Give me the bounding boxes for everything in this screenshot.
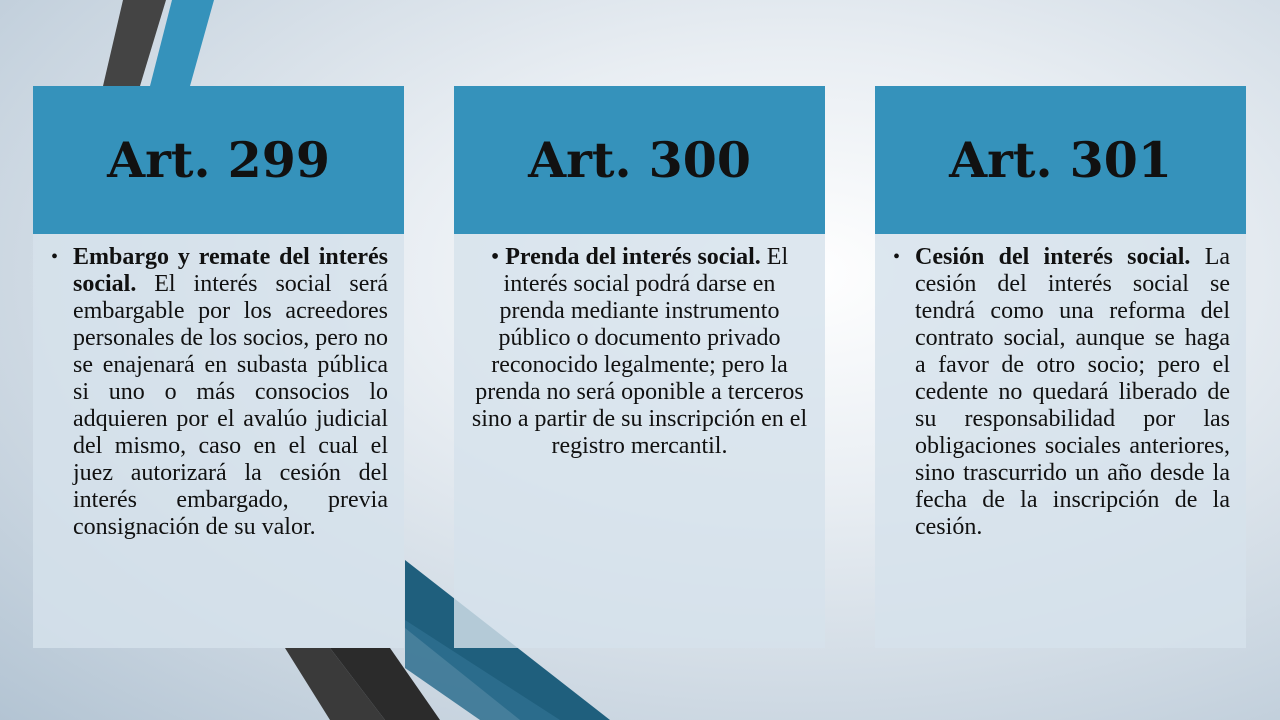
article-299-header bbox=[33, 86, 404, 234]
article-301-title: Art. 301 bbox=[949, 131, 1172, 189]
article-299-card bbox=[33, 86, 404, 648]
article-301-text bbox=[915, 244, 1230, 541]
article-299-description: El interés social será embargable por los acreedores personales de los socios, pero no se enajenará en subasta pública si uno o más consocios lo adquieren por el avalúo judicial del mismo, caso en el cual el juez autorizará la cesión del interés embargado, previa consignación de su valor. bbox=[73, 271, 388, 540]
article-300-header bbox=[454, 86, 825, 234]
bullet-item bbox=[49, 244, 388, 541]
article-300-description: El interés social podrá darse en prenda mediante instrumento público o documento privado reconocido legalmente; pero la prenda no será oponible a terceros sino a partir de su inscripción en el registro mercantil. bbox=[471, 244, 808, 459]
article-299-body bbox=[33, 234, 404, 648]
article-299-text bbox=[73, 244, 388, 541]
article-301-description: La cesión del interés social se tendrá como una reforma del contrato social, aunque se haga a favor de otro socio; pero el cedente no quedará liberado de su responsabilidad por las obligaciones sociales anteriores, sino trascurrido un año desde la fecha de la inscripción de la cesión. bbox=[915, 244, 1231, 540]
article-300-term: Prenda del interés social. bbox=[505, 244, 761, 270]
bullet-dot-icon: • bbox=[893, 246, 901, 268]
article-301-term: Cesión del interés social. bbox=[915, 244, 1191, 270]
article-300-title: Art. 300 bbox=[528, 131, 751, 189]
bullet-item bbox=[470, 244, 809, 460]
article-301-card bbox=[875, 86, 1246, 648]
article-299-title: Art. 299 bbox=[107, 131, 330, 189]
bullet-item bbox=[891, 244, 1230, 541]
article-300-text: • Prenda del interés social. El interés social podrá darse en prenda mediante instrumento público o documento privado reconocido legalmente; pero la prenda no será oponible a terceros sino a partir de su inscripción en el registro mercantil. bbox=[471, 244, 808, 459]
article-300-card bbox=[454, 86, 825, 648]
article-301-body bbox=[875, 234, 1246, 648]
article-300-body bbox=[454, 234, 825, 648]
article-301-header bbox=[875, 86, 1246, 234]
bullet-dot-icon: • bbox=[51, 246, 59, 268]
article-299-term: Embargo y remate del interés social. bbox=[73, 244, 388, 297]
